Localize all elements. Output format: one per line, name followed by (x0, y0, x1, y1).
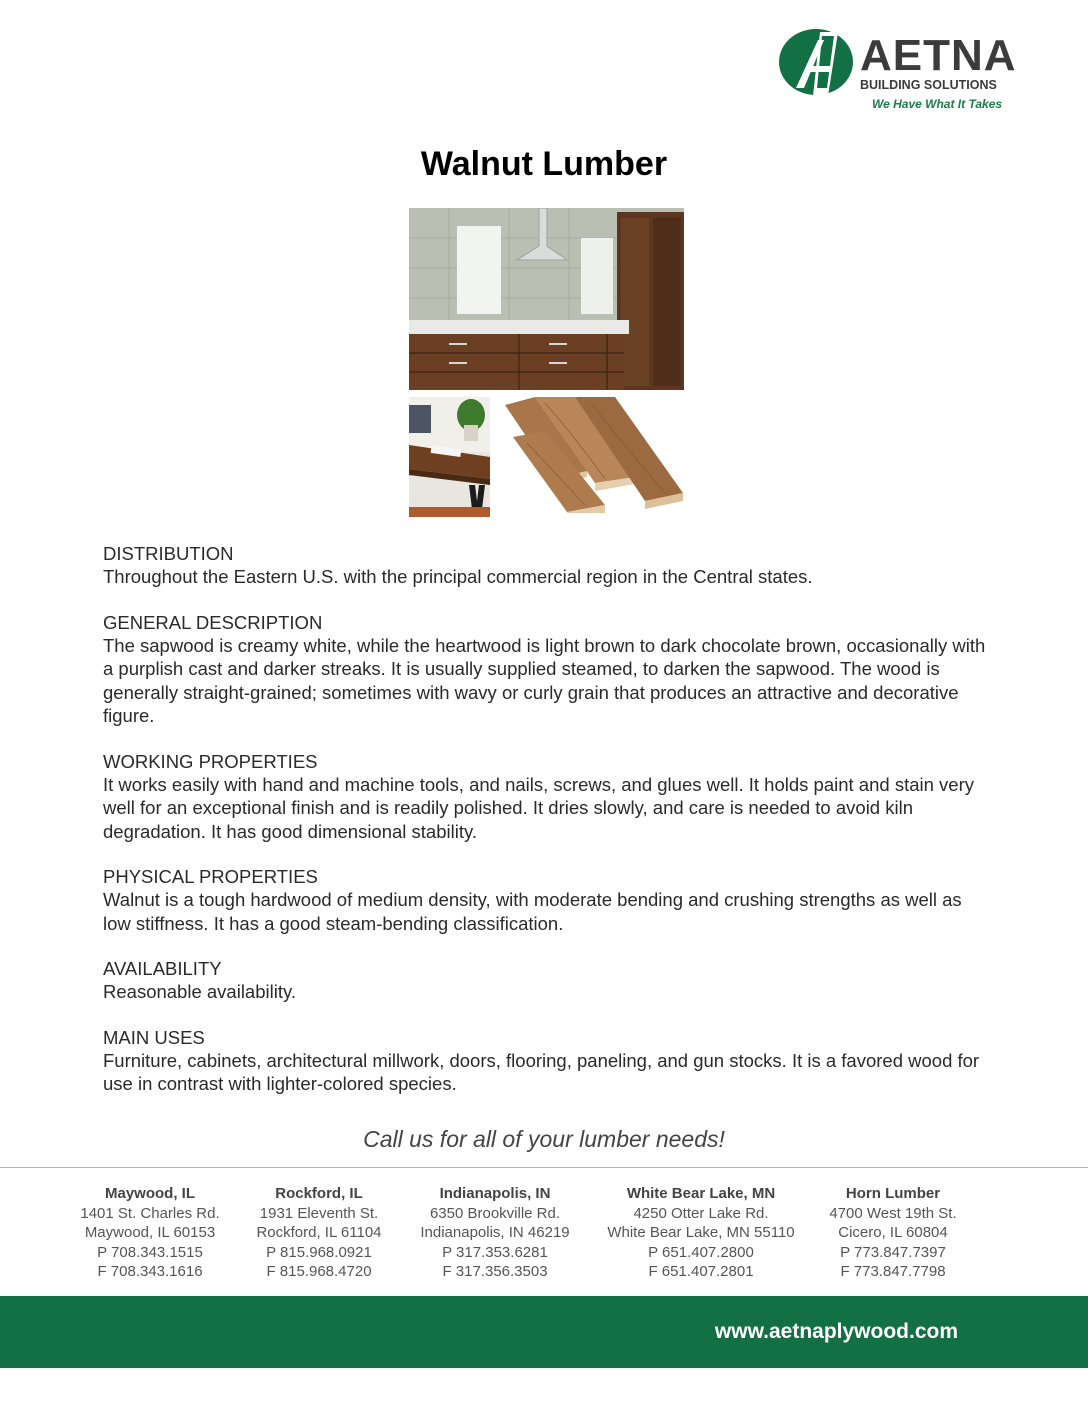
location-name: Indianapolis, IN (439, 1185, 551, 1202)
section-heading: DISTRIBUTION (103, 543, 234, 564)
section-body: Furniture, cabinets, architectural millwork, doors, flooring, paneling, and gun stocks. It is a favored wood for use in contrast with lighter-colored species. (103, 1049, 980, 1094)
location-fax: F 815.968.4720 (266, 1263, 372, 1280)
location-street: 6350 Brookville Rd. (429, 1204, 561, 1222)
location-street: 1401 St. Charles Rd. (80, 1204, 220, 1222)
section-heading: PHYSICAL PROPERTIES (103, 866, 318, 887)
section-body: Throughout the Eastern U.S. with the principal commercial region in the Central states. (103, 566, 813, 587)
location-street: 4700 West 19th St. (829, 1204, 957, 1222)
location-city: White Bear Lake, MN 55110 (607, 1224, 795, 1241)
location-street: 1931 Eleventh St. (259, 1204, 379, 1222)
location-fax: F 708.343.1616 (97, 1263, 203, 1280)
section-availability (103, 957, 993, 1004)
section-general-description (103, 611, 993, 728)
location-street: 4250 Otter Lake Rd. (633, 1204, 769, 1222)
section-physical-properties (103, 865, 993, 935)
section-body: Walnut is a tough hardwood of medium density, with moderate bending and crushing strengths as well as low stiffness. It has a good steam-bending classification. (103, 889, 962, 934)
section-heading: WORKING PROPERTIES (103, 750, 318, 772)
location-name: Maywood, IL (105, 1185, 195, 1202)
divider (0, 1167, 1088, 1168)
section-heading: AVAILABILITY (103, 958, 222, 979)
logo-tagline: We Have What It Takes (872, 97, 1003, 111)
location-fax: F 317.356.3503 (442, 1263, 548, 1280)
footer-bar (0, 1296, 1088, 1368)
company-logo (778, 26, 1018, 114)
location-name: Rockford, IL (275, 1185, 363, 1202)
location-city: Cicero, IL 60804 (838, 1224, 948, 1241)
location-fax: F 651.407.2801 (648, 1263, 754, 1280)
desk-photo (409, 397, 490, 517)
call-to-action: Call us for all of your lumber needs! (363, 1126, 725, 1152)
location-name: White Bear Lake, MN (626, 1185, 776, 1202)
lumber-boards-photo (505, 397, 684, 513)
logo-subtitle: BUILDING SOLUTIONS (860, 78, 997, 92)
locations-list (0, 1184, 1088, 1294)
section-distribution (103, 542, 993, 589)
location-city: Rockford, IL 61104 (256, 1224, 382, 1241)
page-title: Walnut Lumber (420, 145, 668, 183)
logo-name: AETNA (860, 31, 1017, 80)
section-working-properties (103, 750, 993, 844)
section-main-uses (103, 1026, 993, 1096)
location-city: Maywood, IL 60153 (84, 1224, 216, 1241)
location-city: Indianapolis, IN 46219 (420, 1224, 570, 1241)
location-indianapolis (410, 1184, 580, 1282)
location-fax: F 773.847.7798 (840, 1263, 946, 1280)
location-phone: P 815.968.0921 (266, 1243, 372, 1261)
section-heading: MAIN USES (103, 1026, 205, 1048)
section-body: The sapwood is creamy white, while the heartwood is light brown to dark chocolate brown, occasionally with a purplish cast and darker streaks. It is usually supplied steamed, to darken the sapwood. The wood is generally straight-grained; sometimes with wavy or curly grain that produces an attractive and decorative figure. (103, 634, 986, 726)
location-horn-lumber (818, 1184, 968, 1282)
location-name: Horn Lumber (845, 1185, 941, 1202)
location-rockford (244, 1184, 394, 1282)
location-phone: P 317.353.6281 (442, 1243, 548, 1261)
content-sections (103, 542, 993, 1118)
location-white-bear-lake (598, 1184, 804, 1282)
section-body: Reasonable availability. (103, 981, 296, 1002)
logo-a-icon (778, 26, 858, 98)
kitchen-photo (409, 208, 684, 390)
section-body: It works easily with hand and machine tools, and nails, screws, and glues well. It holds paint and stain very well for an exceptional finish and is readily polished. It dries slowly, and care is needed to avoid kiln degradation. It has good dimensional stability. (103, 773, 974, 842)
location-maywood (70, 1184, 230, 1282)
website-link[interactable]: www.aetnaplywood.com (714, 1320, 958, 1343)
location-phone: P 708.343.1515 (97, 1243, 203, 1261)
location-phone: P 773.847.7397 (840, 1243, 946, 1261)
section-heading: GENERAL DESCRIPTION (103, 611, 323, 633)
location-phone: P 651.407.2800 (648, 1243, 754, 1261)
